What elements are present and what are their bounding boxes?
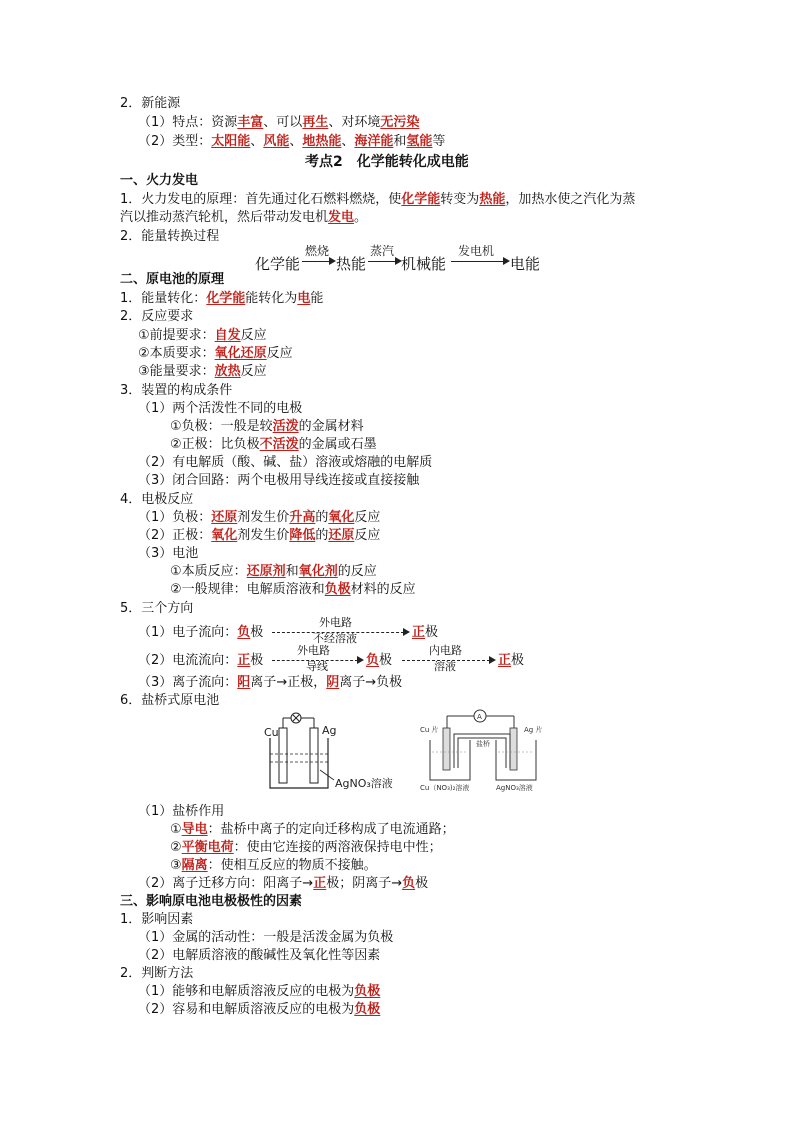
- section-title: 考点2 化学能转化成电能: [305, 154, 469, 170]
- line-judging-method: 2．判断方法: [120, 966, 194, 981]
- text: 能: [310, 291, 324, 306]
- flow-arrow-line: [302, 261, 332, 262]
- text: 极: [425, 625, 439, 640]
- text: 剂发生价: [237, 510, 290, 525]
- answer: 化学能: [401, 192, 441, 207]
- arrow-icon: →: [391, 876, 403, 891]
- line-electrolyte-factor: （2）电解质溶液的酸碱性及氧化性等因素: [138, 948, 381, 963]
- line-method-1: [138, 983, 380, 1001]
- line-general-rule: [170, 581, 416, 599]
- answer: 负: [237, 625, 251, 640]
- answer: 正: [498, 653, 512, 668]
- text: 正极，: [287, 675, 327, 690]
- text: 反应: [240, 328, 267, 343]
- text: 、: [250, 134, 264, 149]
- text: 反应: [240, 364, 267, 379]
- answer: 热能: [479, 192, 506, 207]
- text: 剂发生价: [237, 528, 290, 543]
- text: 极: [250, 625, 264, 640]
- text: 和: [393, 134, 407, 149]
- text: 的反应: [337, 564, 377, 579]
- answer: 平衡电荷: [181, 840, 234, 855]
- answer: 电: [297, 291, 311, 306]
- text: 、对环境: [328, 115, 381, 130]
- answer: 放热: [214, 364, 241, 379]
- text: 反应: [266, 346, 293, 361]
- text: （2）离子迁移方向：阳离子: [138, 876, 303, 891]
- answer: 还原: [328, 528, 355, 543]
- answer: 自发: [214, 328, 241, 343]
- line-cathode-reaction: [138, 527, 380, 545]
- line-negative-electrode: [170, 418, 364, 436]
- text: ①本质反应：: [170, 564, 247, 579]
- line-electrolyte: （2）有电解质（酸、碱、盐）溶液或熔融的电解质: [138, 455, 433, 470]
- answer: 氧化: [328, 510, 355, 525]
- line-salt-bridge-cell: 6．盐桥式原电池: [120, 693, 220, 708]
- answer: 正: [237, 653, 251, 668]
- text: ①前提要求：: [138, 328, 215, 343]
- text: 反应: [354, 528, 381, 543]
- text: 的金属或石墨: [298, 437, 377, 452]
- answer: 再生: [302, 115, 329, 130]
- text: ②本质要求：: [138, 346, 215, 361]
- label-ag-plate: Ag 片: [524, 726, 543, 734]
- line-electrode-reaction: 4．电极反应: [120, 492, 194, 507]
- text: 。: [354, 210, 368, 225]
- heading-polarity-factors: 三、影响原电池电极极性的因素: [120, 894, 303, 909]
- text: 转变为: [440, 192, 480, 207]
- line-battery: （3）电池: [138, 546, 199, 561]
- label-ammeter: A: [477, 713, 482, 721]
- line-reaction-req: 2．反应要求: [120, 309, 194, 324]
- line-method-2: [138, 1001, 380, 1019]
- text: 反应: [354, 510, 381, 525]
- electron-target: [412, 624, 438, 642]
- text: 极: [415, 876, 429, 891]
- flow-arrow-line: [451, 261, 506, 262]
- line-features: [138, 114, 419, 132]
- label-wire: 导线: [306, 660, 328, 673]
- line-electron-flow: [138, 624, 263, 642]
- cu-electrode: [279, 728, 287, 783]
- text: 能转化为: [245, 291, 298, 306]
- text: （1）电子流向：: [138, 625, 238, 640]
- line-ion-flow: [138, 674, 402, 692]
- answer: 正: [313, 876, 327, 891]
- label-internal-circuit: 内电路: [429, 644, 462, 657]
- line-two-electrodes: （1）两个活泼性不同的电极: [138, 401, 303, 416]
- label-external-circuit: 外电路: [319, 616, 352, 629]
- answer: 丰富: [237, 115, 264, 130]
- answer: 太阳能: [211, 134, 251, 149]
- text: 、: [341, 134, 355, 149]
- heading-galvanic-principle: 二、原电池的原理: [120, 272, 225, 287]
- flow-label-burn: 燃烧: [305, 244, 330, 258]
- text: ①负极：一般是较: [170, 419, 273, 434]
- line-three-directions: 5．三个方向: [120, 601, 194, 616]
- text: （1）负极：: [138, 510, 212, 525]
- answer: 海洋能: [354, 134, 394, 149]
- text: 材料的反应: [350, 582, 416, 597]
- dashed-arrow-line: [272, 632, 404, 633]
- arrow-head-icon: [329, 257, 336, 265]
- answer: 负: [366, 653, 380, 668]
- text: 极: [511, 653, 525, 668]
- answer: 氧化剂: [298, 564, 338, 579]
- line-bridge-function: （1）盐桥作用: [138, 804, 225, 819]
- text: 1．火力发电的原理：首先通过化石燃料燃烧，使: [120, 192, 402, 207]
- answer: 无污染: [380, 115, 420, 130]
- line-factors: 1．影响因素: [120, 912, 194, 927]
- flow-mechanical-energy: 机械能: [401, 255, 447, 273]
- ag-electrode: [310, 728, 318, 783]
- text: ：盐桥中离子的定向迁移构成了电流通路；: [207, 822, 455, 837]
- answer: 降低: [289, 528, 316, 543]
- label-external-circuit: 外电路: [297, 644, 330, 657]
- label-agno3: AgNO₃溶液: [335, 777, 393, 790]
- line-energy-req: [138, 363, 267, 381]
- text: （2）电流流向：: [138, 653, 238, 668]
- arrow-head-icon: [503, 257, 510, 265]
- label-cu-plate: Cu 片: [420, 726, 439, 734]
- text: 2．新能源: [120, 96, 181, 111]
- line-current-flow: [138, 652, 263, 670]
- answer: 发电: [328, 210, 355, 225]
- text: 极: [250, 653, 264, 668]
- text: （2）类型：: [138, 134, 212, 149]
- flow-heat-energy: 热能: [336, 255, 367, 273]
- answer: 升高: [289, 510, 316, 525]
- text: ：使由它连接的两溶液保持电中性；: [233, 840, 442, 855]
- answer: 不活泼: [259, 437, 299, 452]
- line-energy-transform: [120, 290, 323, 308]
- text: 离子: [250, 675, 277, 690]
- label-solution: 溶液: [434, 660, 456, 673]
- line-thermal-principle: [120, 191, 635, 209]
- line-ion-migration: [138, 875, 428, 893]
- text: ，加热水使之汽化为蒸: [505, 192, 636, 207]
- text: 汽以推动蒸汽轮机，然后带动发电机: [120, 210, 329, 225]
- arrow-icon: →: [302, 876, 314, 891]
- answer: 地热能: [302, 134, 342, 149]
- arrow-head-icon: [489, 656, 496, 664]
- line-energy-conversion: 2．能量转换过程: [120, 229, 220, 244]
- text: ：使相互反应的物质不接触。: [207, 858, 377, 873]
- line-premise: [138, 327, 267, 345]
- answer: 风能: [263, 134, 290, 149]
- line-conduct: [170, 821, 455, 839]
- answer: 还原: [211, 510, 238, 525]
- text: 1．能量转化：: [120, 291, 207, 306]
- text: ③: [170, 858, 182, 873]
- current-mid: [366, 652, 392, 670]
- line-positive-electrode: [170, 436, 377, 454]
- line-types: [138, 133, 445, 151]
- label-ag: Ag: [322, 724, 337, 737]
- dashed-arrow-line: [272, 660, 358, 661]
- text: ②一般规律：电解质溶液和: [170, 582, 325, 597]
- label-cu: Cu: [264, 726, 279, 739]
- line-essence: [138, 345, 293, 363]
- text: 、: [289, 134, 303, 149]
- arrow-icon: →: [276, 675, 288, 690]
- answer: 隔离: [181, 858, 208, 873]
- text: 极；阴离子: [326, 876, 392, 891]
- answer: 阴: [326, 675, 340, 690]
- answer: 正: [412, 625, 426, 640]
- text: 负极: [376, 675, 403, 690]
- text: 离子: [339, 675, 366, 690]
- heading-thermal-power: 一、火力发电: [120, 173, 199, 188]
- label-not-through-solution: 不经溶液: [313, 632, 357, 645]
- answer: 氧化还原: [214, 346, 267, 361]
- text: ②: [170, 840, 182, 855]
- current-target: [498, 652, 524, 670]
- text: 和: [285, 564, 299, 579]
- answer: 氢能: [406, 134, 433, 149]
- flow-label-generator: 发电机: [458, 244, 495, 258]
- ag-electrode: [510, 728, 517, 770]
- arrow-head-icon: [357, 656, 364, 664]
- text: （1）能够和电解质溶液反应的电极为: [138, 984, 355, 999]
- text: 的: [315, 510, 329, 525]
- text: （3）离子流向：: [138, 675, 238, 690]
- flow-chemical-energy: 化学能: [255, 255, 301, 273]
- flow-label-steam: 蒸汽: [370, 244, 395, 258]
- line-balance: [170, 839, 442, 857]
- answer: 负极: [354, 1002, 381, 1017]
- label-cu-nitrate: Cu（NO₃)₂溶液: [420, 784, 470, 792]
- line-anode-reaction: [138, 509, 380, 527]
- answer: 活泼: [272, 419, 299, 434]
- dashed-arrow-line: [402, 660, 490, 661]
- answer: 导电: [181, 822, 208, 837]
- answer: 还原剂: [246, 564, 286, 579]
- text: 、可以: [263, 115, 303, 130]
- text: ③能量要求：: [138, 364, 215, 379]
- line-isolate: [170, 857, 377, 875]
- answer: 负极: [324, 582, 351, 597]
- figure-galvanic-cell: [262, 710, 412, 794]
- text: ①: [170, 822, 182, 837]
- line-closed-circuit: （3）闭合回路：两个电极用导线连接或直接接触: [138, 473, 420, 488]
- flow-arrow-line: [368, 261, 398, 262]
- text: 的: [315, 528, 329, 543]
- line-device-conditions: 3．装置的构成条件: [120, 383, 233, 398]
- flow-electric-energy: 电能: [510, 255, 541, 273]
- line-thermal-principle-cont: [120, 209, 367, 227]
- text: 的金属材料: [298, 419, 364, 434]
- text: ②正极：比负极: [170, 437, 260, 452]
- line-metal-activity: （1）金属的活动性：一般是活泼金属为负极: [138, 930, 394, 945]
- label-agno3: AgNO₃溶液: [496, 784, 533, 792]
- figure-salt-bridge-cell: [418, 706, 558, 796]
- answer: 阳: [237, 675, 251, 690]
- answer: 负: [402, 876, 416, 891]
- arrow-icon: →: [365, 675, 377, 690]
- text: 等: [432, 134, 446, 149]
- line-essential-reaction: [170, 563, 377, 581]
- answer: 负极: [354, 984, 381, 999]
- line-new-energy: [120, 95, 180, 113]
- cu-electrode: [443, 728, 450, 770]
- answer: 氧化: [211, 528, 238, 543]
- answer: 化学能: [206, 291, 246, 306]
- arrow-head-icon: [403, 628, 410, 636]
- text: （2）正极：: [138, 528, 212, 543]
- text: 极: [379, 653, 393, 668]
- text: （1）特点：资源: [138, 115, 238, 130]
- label-salt-bridge: 盐桥: [476, 740, 490, 748]
- text: （2）容易和电解质溶液反应的电极为: [138, 1002, 355, 1017]
